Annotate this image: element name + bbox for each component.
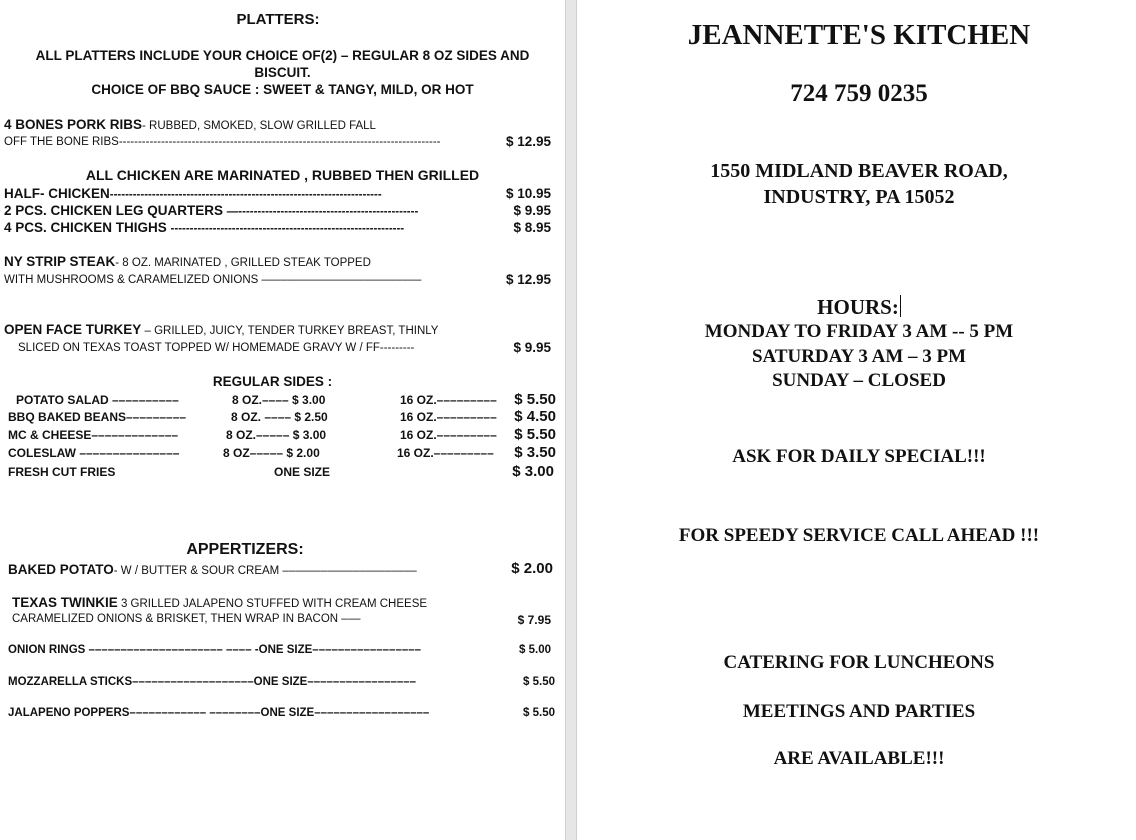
baked-potato-name: BAKED POTATO bbox=[8, 562, 114, 577]
sides-heading: REGULAR SIDES : bbox=[212, 374, 333, 389]
side-regular: 8 OZ.––––– $ 3.00 bbox=[226, 428, 327, 442]
steak-name: NY STRIP STEAK bbox=[4, 254, 116, 269]
ribs-name: 4 BONES PORK RIBS bbox=[4, 117, 143, 132]
appetizer-price: $ 5.50 bbox=[523, 707, 555, 719]
sauce-choice-line: CHOICE OF BBQ SAUCE : SWEET & TANGY, MILD, OR HOT bbox=[91, 82, 474, 97]
baked-potato-price: $ 2.00 bbox=[511, 560, 553, 577]
hours-heading: HOURS: bbox=[817, 295, 899, 319]
side-name: COLESLAW ––––––––––––––– bbox=[8, 446, 180, 460]
menu-page bbox=[0, 0, 566, 840]
ribs-item bbox=[4, 117, 376, 134]
turkey-name: OPEN FACE TURKEY bbox=[4, 322, 142, 337]
chicken-item-thighs: 4 PCS. CHICKEN THIGHS ------------------------------------------------------------- bbox=[4, 220, 405, 235]
text-cursor bbox=[900, 295, 901, 317]
daily-special-note: ASK FOR DAILY SPECIAL!!! bbox=[732, 446, 986, 467]
chicken-price-leg-quarters: $ 9.95 bbox=[513, 203, 551, 218]
catering-line1: CATERING FOR LUNCHEONS bbox=[723, 652, 995, 673]
turkey-item: OPEN FACE TURKEY – GRILLED, JUICY, TENDER TURKEY BREAST, THINLY bbox=[4, 322, 439, 337]
restaurant-name: JEANNETTE'S KITCHEN bbox=[687, 19, 1031, 51]
side-price: $ 5.50 bbox=[514, 391, 556, 408]
platters-intro-line1: ALL PLATTERS INCLUDE YOUR CHOICE OF(2) – REGULAR 8 OZ SIDES AND bbox=[35, 48, 530, 63]
info-page bbox=[576, 0, 1136, 840]
steak-item: NY STRIP STEAK- 8 OZ. MARINATED , GRILLED STEAK TOPPED bbox=[4, 254, 371, 269]
steak-desc-line2: WITH MUSHROOMS & CARAMELIZED ONIONS ––––––––––––––––––––––––– bbox=[4, 274, 422, 286]
appetizer-price: $ 5.00 bbox=[519, 644, 551, 656]
catering-line3: ARE AVAILABLE!!! bbox=[773, 748, 945, 769]
appetizer-line: JALAPENO POPPERS–––––––––––– ––––––––ONE SIZE–––––––––––––––––– bbox=[8, 707, 430, 719]
side-regular: 8 OZ.–––– $ 3.00 bbox=[232, 393, 326, 407]
ribs-desc-line2: OFF THE BONE RIBS------------------------------------------------------------------------------------ bbox=[4, 136, 441, 148]
call-ahead-note: FOR SPEEDY SERVICE CALL AHEAD !!! bbox=[678, 525, 1040, 546]
phone-number: 724 759 0235 bbox=[790, 80, 928, 107]
baked-potato-item: BAKED POTATO- W / BUTTER & SOUR CREAM ––––––––––––––––––––– bbox=[8, 562, 417, 577]
hours-sunday: SUNDAY – CLOSED bbox=[772, 370, 946, 391]
side-price: $ 5.50 bbox=[514, 426, 556, 443]
side-large: 16 OZ.––––––––– bbox=[400, 428, 497, 442]
chicken-item-leg-quarters: 2 PCS. CHICKEN LEG QUARTERS —----------------------------------------------- bbox=[4, 203, 419, 218]
ribs-price: $ 12.95 bbox=[505, 134, 551, 149]
texas-twinkie-desc-line2: CARAMELIZED ONIONS & BRISKET, THEN WRAP IN BACON ––– bbox=[12, 613, 361, 625]
address-line2: INDUSTRY, PA 15052 bbox=[763, 186, 955, 208]
side-large: 16 OZ.––––––––– bbox=[397, 446, 494, 460]
side-price-fries: $ 3.00 bbox=[512, 463, 554, 480]
side-name-fries: FRESH CUT FRIES bbox=[8, 465, 116, 479]
chicken-heading: ALL CHICKEN ARE MARINATED , RUBBED THEN GRILLED bbox=[85, 167, 480, 183]
texas-twinkie-item: TEXAS TWINKIE 3 GRILLED JALAPENO STUFFED WITH CREAM CHEESE bbox=[12, 595, 428, 610]
turkey-price: $ 9.95 bbox=[513, 340, 551, 355]
address-line1: 1550 MIDLAND BEAVER ROAD, bbox=[710, 160, 1008, 182]
appetizer-line: MOZZARELLA STICKS–––––––––––––––––––ONE SIZE––––––––––––––––– bbox=[8, 676, 417, 688]
texas-twinkie-price: $ 7.95 bbox=[517, 613, 551, 627]
side-name: MC & CHEESE––––––––––––– bbox=[8, 428, 179, 442]
appetizers-heading: APPERTIZERS: bbox=[186, 541, 304, 558]
side-regular: 8 OZ. –––– $ 2.50 bbox=[231, 410, 328, 424]
side-name: BBQ BAKED BEANS––––––––– bbox=[8, 410, 187, 424]
platters-intro-line2: BISCUIT. bbox=[254, 65, 311, 80]
appetizer-line: ONION RINGS ––––––––––––––––––––– –––– -ONE SIZE––––––––––––––––– bbox=[8, 644, 422, 656]
chicken-price-half: $ 10.95 bbox=[505, 186, 551, 201]
platters-heading: PLATTERS: bbox=[236, 11, 320, 28]
chicken-item-half: HALF- CHICKEN----------------------------------------------------------------------- bbox=[4, 186, 382, 201]
steak-price: $ 12.95 bbox=[505, 272, 551, 287]
texas-twinkie-name: TEXAS TWINKIE bbox=[12, 595, 118, 610]
side-name: POTATO SALAD –––––––––– bbox=[16, 393, 179, 407]
side-large: 16 OZ.––––––––– bbox=[400, 393, 497, 407]
side-large: 16 OZ.––––––––– bbox=[400, 410, 497, 424]
catering-line2: MEETINGS AND PARTIES bbox=[742, 701, 976, 722]
chicken-price-thighs: $ 8.95 bbox=[513, 220, 551, 235]
appetizer-price: $ 5.50 bbox=[523, 676, 555, 688]
ribs-desc: - RUBBED, SMOKED, SLOW GRILLED FALL bbox=[142, 120, 376, 132]
side-price: $ 3.50 bbox=[514, 444, 556, 461]
side-regular: 8 OZ––––– $ 2.00 bbox=[223, 446, 320, 460]
side-price: $ 4.50 bbox=[514, 408, 556, 425]
side-size-fries: ONE SIZE bbox=[274, 465, 331, 479]
hours-weekday: MONDAY TO FRIDAY 3 AM -- 5 PM bbox=[704, 321, 1014, 342]
turkey-desc-line2: SLICED ON TEXAS TOAST TOPPED W/ HOMEMADE GRAVY W / FF--------- bbox=[18, 342, 415, 354]
hours-saturday: SATURDAY 3 AM – 3 PM bbox=[751, 346, 967, 367]
